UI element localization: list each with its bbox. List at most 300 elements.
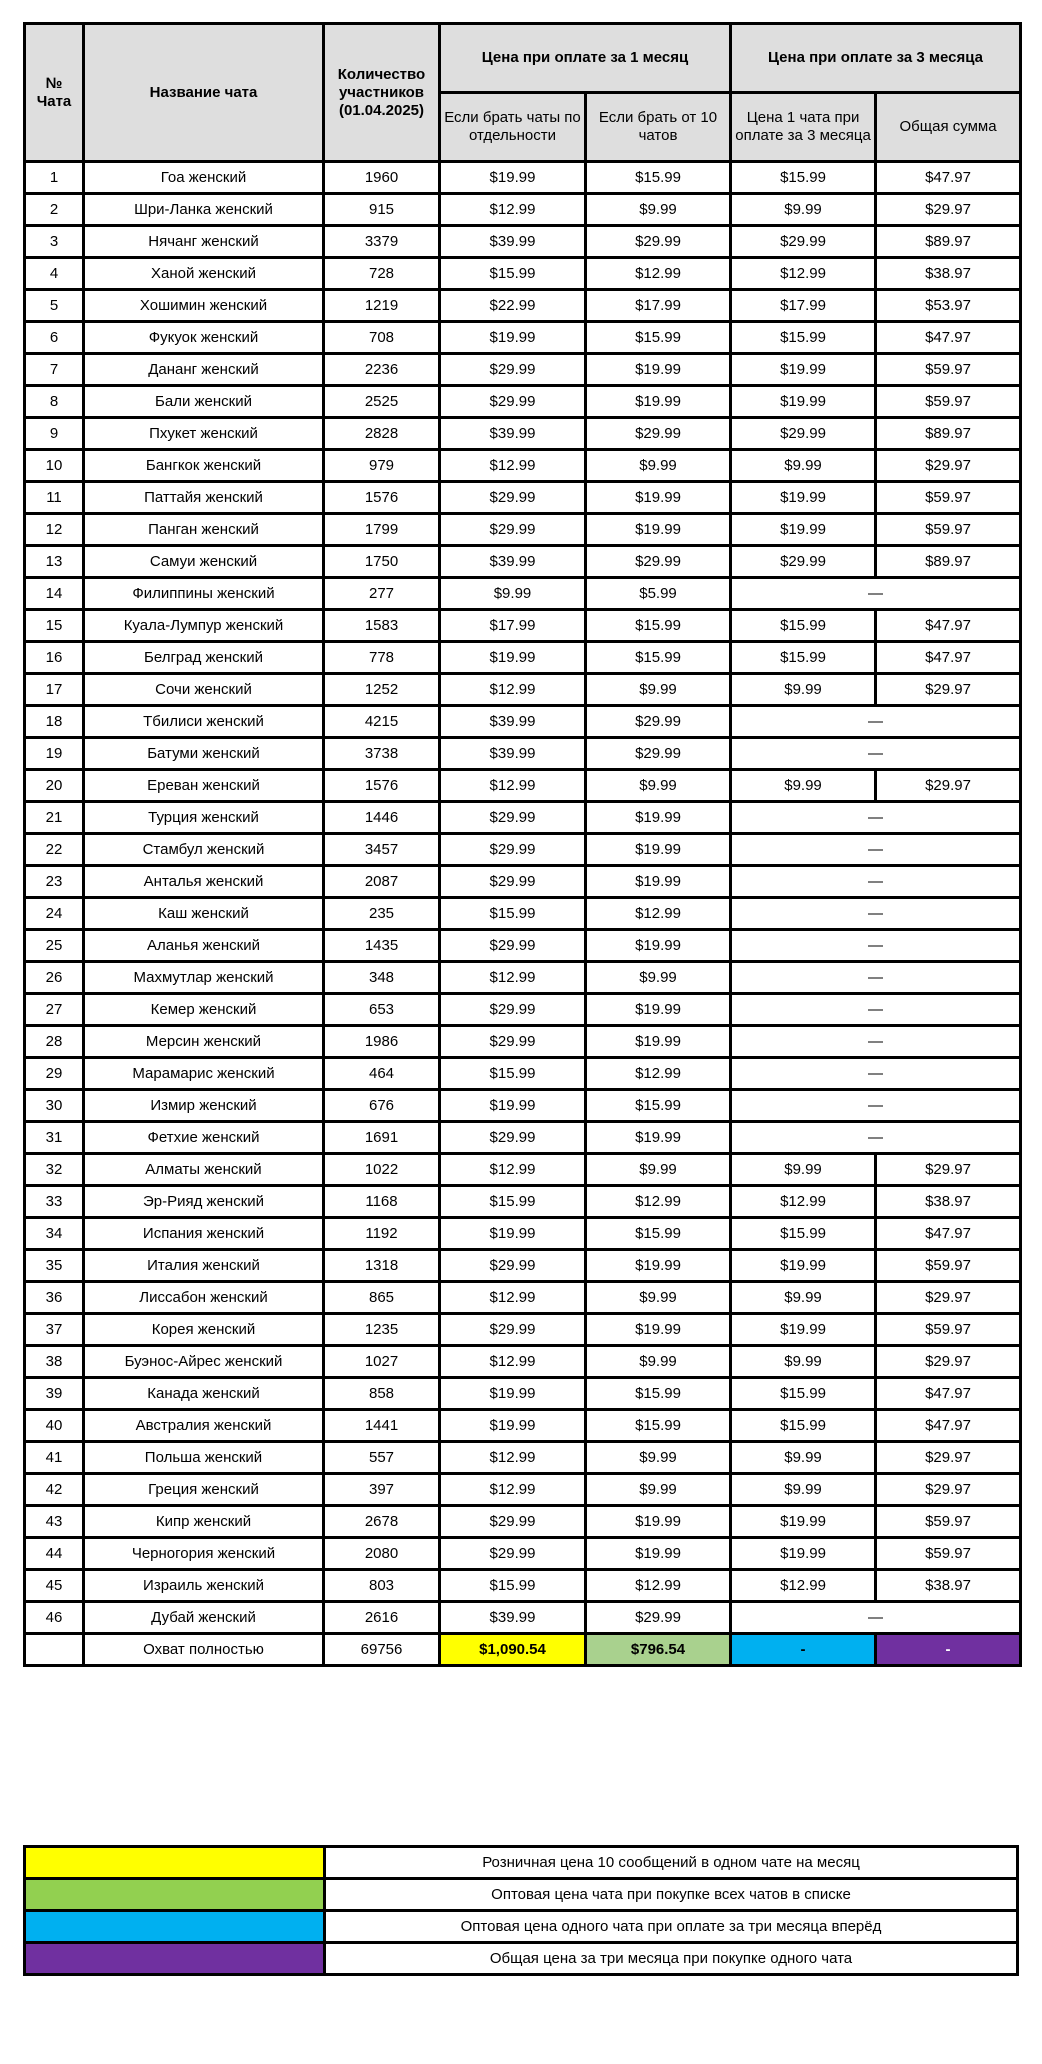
table-row — [25, 1058, 1021, 1090]
pricing-table-container — [23, 22, 1019, 1667]
chat-name: Мерсин женский — [84, 1026, 324, 1058]
bulk-price: $19.99 — [586, 482, 731, 514]
members-count: 1583 — [324, 610, 440, 642]
total-label: Охват полностью — [84, 1634, 324, 1666]
chat-name: Кипр женский — [84, 1506, 324, 1538]
table-row — [25, 1602, 1021, 1634]
three-month-unavailable: — — [731, 706, 1021, 738]
header-3m-total: Общая сумма — [876, 93, 1021, 162]
table-row — [25, 930, 1021, 962]
single-price: $19.99 — [440, 162, 586, 194]
chat-number: 44 — [25, 1538, 84, 1570]
single-price: $29.99 — [440, 1122, 586, 1154]
chat-number: 27 — [25, 994, 84, 1026]
single-price: $19.99 — [440, 1090, 586, 1122]
bulk-price: $19.99 — [586, 1506, 731, 1538]
three-month-total: $59.97 — [876, 1250, 1021, 1282]
single-price: $12.99 — [440, 1474, 586, 1506]
members-count: 1022 — [324, 1154, 440, 1186]
bulk-price: $15.99 — [586, 1378, 731, 1410]
chat-number: 18 — [25, 706, 84, 738]
table-row — [25, 482, 1021, 514]
chat-number: 15 — [25, 610, 84, 642]
members-count: 2236 — [324, 354, 440, 386]
three-month-total: $47.97 — [876, 1410, 1021, 1442]
chat-number: 1 — [25, 162, 84, 194]
three-month-total: $29.97 — [876, 1154, 1021, 1186]
chat-number: 39 — [25, 1378, 84, 1410]
members-count: 2616 — [324, 1602, 440, 1634]
members-count: 1750 — [324, 546, 440, 578]
legend-color-swatch — [25, 1879, 325, 1911]
three-month-chat-price: $15.99 — [731, 1378, 876, 1410]
three-month-chat-price: $9.99 — [731, 1282, 876, 1314]
legend-color-swatch — [25, 1943, 325, 1975]
chat-name: Бали женский — [84, 386, 324, 418]
chat-number: 10 — [25, 450, 84, 482]
bulk-price: $9.99 — [586, 1282, 731, 1314]
chat-name: Шри-Ланка женский — [84, 194, 324, 226]
bulk-price: $19.99 — [586, 354, 731, 386]
legend-row — [25, 1911, 1018, 1943]
chat-number: 4 — [25, 258, 84, 290]
bulk-price: $19.99 — [586, 1250, 731, 1282]
three-month-chat-price: $29.99 — [731, 226, 876, 258]
three-month-total: $29.97 — [876, 194, 1021, 226]
table-row — [25, 354, 1021, 386]
single-price: $15.99 — [440, 1570, 586, 1602]
chat-name: Сочи женский — [84, 674, 324, 706]
members-count: 2080 — [324, 1538, 440, 1570]
members-count: 3738 — [324, 738, 440, 770]
three-month-total: $59.97 — [876, 386, 1021, 418]
table-row — [25, 738, 1021, 770]
pricing-table — [23, 22, 1022, 1667]
legend-row — [25, 1943, 1018, 1975]
members-count: 1027 — [324, 1346, 440, 1378]
three-month-total: $59.97 — [876, 1506, 1021, 1538]
members-count: 3457 — [324, 834, 440, 866]
chat-number: 16 — [25, 642, 84, 674]
chat-number: 33 — [25, 1186, 84, 1218]
single-price: $29.99 — [440, 1026, 586, 1058]
chat-name: Каш женский — [84, 898, 324, 930]
members-count: 778 — [324, 642, 440, 674]
three-month-chat-price: $19.99 — [731, 514, 876, 546]
table-row — [25, 1474, 1021, 1506]
three-month-total: $89.97 — [876, 418, 1021, 450]
table-row — [25, 1410, 1021, 1442]
members-count: 557 — [324, 1442, 440, 1474]
three-month-chat-price: $9.99 — [731, 674, 876, 706]
three-month-total: $47.97 — [876, 1218, 1021, 1250]
members-count: 1799 — [324, 514, 440, 546]
table-row — [25, 866, 1021, 898]
table-row — [25, 1122, 1021, 1154]
chat-number: 25 — [25, 930, 84, 962]
chat-number: 22 — [25, 834, 84, 866]
three-month-total: $53.97 — [876, 290, 1021, 322]
three-month-total: $59.97 — [876, 514, 1021, 546]
bulk-price: $5.99 — [586, 578, 731, 610]
single-price: $29.99 — [440, 802, 586, 834]
single-price: $39.99 — [440, 226, 586, 258]
total-single-price: $1,090.54 — [440, 1634, 586, 1666]
table-row — [25, 1346, 1021, 1378]
chat-name: Дананг женский — [84, 354, 324, 386]
single-price: $29.99 — [440, 514, 586, 546]
chat-name: Турция женский — [84, 802, 324, 834]
three-month-chat-price: $15.99 — [731, 1410, 876, 1442]
single-price: $39.99 — [440, 1602, 586, 1634]
chat-number: 12 — [25, 514, 84, 546]
single-price: $29.99 — [440, 994, 586, 1026]
chat-number: 28 — [25, 1026, 84, 1058]
three-month-chat-price: $9.99 — [731, 1154, 876, 1186]
single-price: $19.99 — [440, 642, 586, 674]
bulk-price: $9.99 — [586, 450, 731, 482]
members-count: 1435 — [324, 930, 440, 962]
table-row — [25, 1186, 1021, 1218]
chat-name: Аланья женский — [84, 930, 324, 962]
single-price: $12.99 — [440, 450, 586, 482]
bulk-price: $19.99 — [586, 834, 731, 866]
bulk-price: $19.99 — [586, 514, 731, 546]
single-price: $15.99 — [440, 898, 586, 930]
bulk-price: $15.99 — [586, 610, 731, 642]
table-row — [25, 578, 1021, 610]
three-month-unavailable: — — [731, 930, 1021, 962]
three-month-chat-price: $19.99 — [731, 1506, 876, 1538]
chat-name: Дубай женский — [84, 1602, 324, 1634]
members-count: 1235 — [324, 1314, 440, 1346]
chat-number: 3 — [25, 226, 84, 258]
bulk-price: $12.99 — [586, 1058, 731, 1090]
table-row — [25, 258, 1021, 290]
members-count: 1576 — [324, 482, 440, 514]
chat-number: 13 — [25, 546, 84, 578]
bulk-price: $15.99 — [586, 162, 731, 194]
single-price: $29.99 — [440, 1250, 586, 1282]
table-row — [25, 962, 1021, 994]
three-month-chat-price: $12.99 — [731, 1570, 876, 1602]
single-price: $12.99 — [440, 962, 586, 994]
three-month-chat-price: $19.99 — [731, 1250, 876, 1282]
three-month-chat-price: $15.99 — [731, 610, 876, 642]
chat-number: 42 — [25, 1474, 84, 1506]
three-month-unavailable: — — [731, 1122, 1021, 1154]
chat-name: Куала-Лумпур женский — [84, 610, 324, 642]
legend-label: Оптовая цена одного чата при оплате за три месяца вперёд — [325, 1911, 1018, 1943]
bulk-price: $19.99 — [586, 994, 731, 1026]
three-month-unavailable: — — [731, 994, 1021, 1026]
table-row — [25, 1090, 1021, 1122]
table-body — [25, 162, 1021, 1666]
single-price: $12.99 — [440, 770, 586, 802]
members-count: 1446 — [324, 802, 440, 834]
chat-number: 20 — [25, 770, 84, 802]
bulk-price: $29.99 — [586, 1602, 731, 1634]
three-month-chat-price: $15.99 — [731, 322, 876, 354]
single-price: $12.99 — [440, 1154, 586, 1186]
three-month-chat-price: $19.99 — [731, 1314, 876, 1346]
members-count: 865 — [324, 1282, 440, 1314]
chat-name: Австралия женский — [84, 1410, 324, 1442]
three-month-total: $47.97 — [876, 1378, 1021, 1410]
members-count: 235 — [324, 898, 440, 930]
single-price: $29.99 — [440, 386, 586, 418]
header-members-count: Количество участников (01.04.2025) — [324, 24, 440, 162]
three-month-total: $59.97 — [876, 1314, 1021, 1346]
three-month-total: $47.97 — [876, 642, 1021, 674]
members-count: 1252 — [324, 674, 440, 706]
three-month-chat-price: $12.99 — [731, 258, 876, 290]
three-month-unavailable: — — [731, 1058, 1021, 1090]
legend-label: Розничная цена 10 сообщений в одном чате на месяц — [325, 1847, 1018, 1879]
three-month-total: $29.97 — [876, 1474, 1021, 1506]
single-price: $29.99 — [440, 482, 586, 514]
header-single-price: Если брать чаты по отдельности — [440, 93, 586, 162]
members-count: 728 — [324, 258, 440, 290]
three-month-total: $29.97 — [876, 674, 1021, 706]
bulk-price: $9.99 — [586, 194, 731, 226]
members-count: 3379 — [324, 226, 440, 258]
chat-number: 8 — [25, 386, 84, 418]
three-month-total: $29.97 — [876, 1346, 1021, 1378]
total-members: 69756 — [324, 1634, 440, 1666]
chat-name: Фукуок женский — [84, 322, 324, 354]
table-row — [25, 546, 1021, 578]
single-price: $29.99 — [440, 866, 586, 898]
bulk-price: $19.99 — [586, 802, 731, 834]
table-row — [25, 386, 1021, 418]
table-row — [25, 1506, 1021, 1538]
chat-name: Панган женский — [84, 514, 324, 546]
chat-number: 40 — [25, 1410, 84, 1442]
chat-name: Алматы женский — [84, 1154, 324, 1186]
members-count: 277 — [324, 578, 440, 610]
bulk-price: $12.99 — [586, 258, 731, 290]
chat-number: 31 — [25, 1122, 84, 1154]
chat-name: Черногория женский — [84, 1538, 324, 1570]
three-month-chat-price: $9.99 — [731, 450, 876, 482]
three-month-unavailable: — — [731, 1602, 1021, 1634]
three-month-chat-price: $9.99 — [731, 194, 876, 226]
single-price: $39.99 — [440, 546, 586, 578]
bulk-price: $19.99 — [586, 1314, 731, 1346]
single-price: $29.99 — [440, 930, 586, 962]
chat-number: 17 — [25, 674, 84, 706]
three-month-total: $29.97 — [876, 450, 1021, 482]
chat-number: 29 — [25, 1058, 84, 1090]
single-price: $12.99 — [440, 1282, 586, 1314]
single-price: $22.99 — [440, 290, 586, 322]
chat-name: Эр-Рияд женский — [84, 1186, 324, 1218]
chat-name: Пхукет женский — [84, 418, 324, 450]
legend-color-swatch — [25, 1847, 325, 1879]
three-month-chat-price: $9.99 — [731, 770, 876, 802]
bulk-price: $29.99 — [586, 226, 731, 258]
members-count: 4215 — [324, 706, 440, 738]
chat-number: 43 — [25, 1506, 84, 1538]
legend-row — [25, 1879, 1018, 1911]
table-row — [25, 770, 1021, 802]
chat-number: 46 — [25, 1602, 84, 1634]
legend-label: Оптовая цена чата при покупке всех чатов в списке — [325, 1879, 1018, 1911]
chat-name: Буэнос-Айрес женский — [84, 1346, 324, 1378]
chat-name: Марамарис женский — [84, 1058, 324, 1090]
bulk-price: $9.99 — [586, 1442, 731, 1474]
table-row — [25, 514, 1021, 546]
three-month-total: $47.97 — [876, 322, 1021, 354]
three-month-chat-price: $9.99 — [731, 1346, 876, 1378]
three-month-total: $47.97 — [876, 610, 1021, 642]
three-month-chat-price: $15.99 — [731, 1218, 876, 1250]
chat-number: 19 — [25, 738, 84, 770]
members-count: 1691 — [324, 1122, 440, 1154]
chat-number: 38 — [25, 1346, 84, 1378]
bulk-price: $9.99 — [586, 962, 731, 994]
chat-name: Махмутлар женский — [84, 962, 324, 994]
single-price: $19.99 — [440, 1218, 586, 1250]
single-price: $15.99 — [440, 1058, 586, 1090]
chat-name: Филиппины женский — [84, 578, 324, 610]
three-month-unavailable: — — [731, 962, 1021, 994]
three-month-total: $29.97 — [876, 770, 1021, 802]
bulk-price: $15.99 — [586, 1410, 731, 1442]
chat-number: 37 — [25, 1314, 84, 1346]
chat-name: Нячанг женский — [84, 226, 324, 258]
members-count: 2525 — [324, 386, 440, 418]
three-month-unavailable: — — [731, 834, 1021, 866]
bulk-price: $29.99 — [586, 706, 731, 738]
header-bulk-price: Если брать от 10 чатов — [586, 93, 731, 162]
three-month-chat-price: $19.99 — [731, 1538, 876, 1570]
table-row — [25, 322, 1021, 354]
chat-number: 41 — [25, 1442, 84, 1474]
single-price: $19.99 — [440, 1378, 586, 1410]
bulk-price: $19.99 — [586, 1538, 731, 1570]
table-row — [25, 450, 1021, 482]
chat-name: Хошимин женский — [84, 290, 324, 322]
chat-name: Бангкок женский — [84, 450, 324, 482]
bulk-price: $29.99 — [586, 546, 731, 578]
three-month-chat-price: $15.99 — [731, 162, 876, 194]
single-price: $29.99 — [440, 1538, 586, 1570]
chat-name: Паттайя женский — [84, 482, 324, 514]
members-count: 348 — [324, 962, 440, 994]
header-3m-chat-price: Цена 1 чата при оплате за 3 месяца — [731, 93, 876, 162]
header-group-1-month: Цена при оплате за 1 месяц — [440, 24, 731, 93]
single-price: $29.99 — [440, 1314, 586, 1346]
single-price: $19.99 — [440, 322, 586, 354]
chat-name: Израиль женский — [84, 1570, 324, 1602]
members-count: 464 — [324, 1058, 440, 1090]
chat-number: 21 — [25, 802, 84, 834]
single-price: $29.99 — [440, 354, 586, 386]
table-row — [25, 1218, 1021, 1250]
single-price: $39.99 — [440, 706, 586, 738]
three-month-chat-price: $19.99 — [731, 354, 876, 386]
total-number — [25, 1634, 84, 1666]
bulk-price: $9.99 — [586, 1154, 731, 1186]
members-count: 1192 — [324, 1218, 440, 1250]
chat-name: Самуи женский — [84, 546, 324, 578]
single-price: $29.99 — [440, 834, 586, 866]
legend-color-swatch — [25, 1911, 325, 1943]
bulk-price: $15.99 — [586, 642, 731, 674]
three-month-total: $38.97 — [876, 1570, 1021, 1602]
three-month-unavailable: — — [731, 1090, 1021, 1122]
three-month-total: $38.97 — [876, 258, 1021, 290]
chat-number: 23 — [25, 866, 84, 898]
table-row — [25, 642, 1021, 674]
three-month-total: $89.97 — [876, 226, 1021, 258]
total-3m-total: - — [876, 1634, 1021, 1666]
bulk-price: $19.99 — [586, 866, 731, 898]
single-price: $12.99 — [440, 1346, 586, 1378]
single-price: $15.99 — [440, 1186, 586, 1218]
single-price: $12.99 — [440, 1442, 586, 1474]
members-count: 803 — [324, 1570, 440, 1602]
three-month-total: $59.97 — [876, 482, 1021, 514]
members-count: 858 — [324, 1378, 440, 1410]
table-row — [25, 1250, 1021, 1282]
table-row — [25, 706, 1021, 738]
table-row — [25, 1538, 1021, 1570]
chat-number: 26 — [25, 962, 84, 994]
single-price: $17.99 — [440, 610, 586, 642]
three-month-unavailable: — — [731, 578, 1021, 610]
bulk-price: $9.99 — [586, 1346, 731, 1378]
members-count: 676 — [324, 1090, 440, 1122]
header-chat-name: Название чата — [84, 24, 324, 162]
bulk-price: $15.99 — [586, 1090, 731, 1122]
table-row — [25, 610, 1021, 642]
chat-number: 34 — [25, 1218, 84, 1250]
three-month-total: $38.97 — [876, 1186, 1021, 1218]
three-month-total: $47.97 — [876, 162, 1021, 194]
single-price: $12.99 — [440, 674, 586, 706]
chat-name: Греция женский — [84, 1474, 324, 1506]
single-price: $9.99 — [440, 578, 586, 610]
chat-name: Тбилиси женский — [84, 706, 324, 738]
header-group-3-months: Цена при оплате за 3 месяца — [731, 24, 1021, 93]
chat-number: 11 — [25, 482, 84, 514]
table-row — [25, 834, 1021, 866]
members-count: 653 — [324, 994, 440, 1026]
table-row — [25, 162, 1021, 194]
bulk-price: $17.99 — [586, 290, 731, 322]
three-month-unavailable: — — [731, 802, 1021, 834]
members-count: 1168 — [324, 1186, 440, 1218]
chat-number: 14 — [25, 578, 84, 610]
chat-name: Гоа женский — [84, 162, 324, 194]
table-row — [25, 290, 1021, 322]
members-count: 1318 — [324, 1250, 440, 1282]
table-row — [25, 1442, 1021, 1474]
three-month-chat-price: $9.99 — [731, 1474, 876, 1506]
chat-number: 6 — [25, 322, 84, 354]
table-row — [25, 802, 1021, 834]
bulk-price: $19.99 — [586, 1122, 731, 1154]
members-count: 2678 — [324, 1506, 440, 1538]
chat-name: Измир женский — [84, 1090, 324, 1122]
table-row — [25, 994, 1021, 1026]
three-month-chat-price: $12.99 — [731, 1186, 876, 1218]
header-chat-number: № Чата — [25, 24, 84, 162]
single-price: $15.99 — [440, 258, 586, 290]
